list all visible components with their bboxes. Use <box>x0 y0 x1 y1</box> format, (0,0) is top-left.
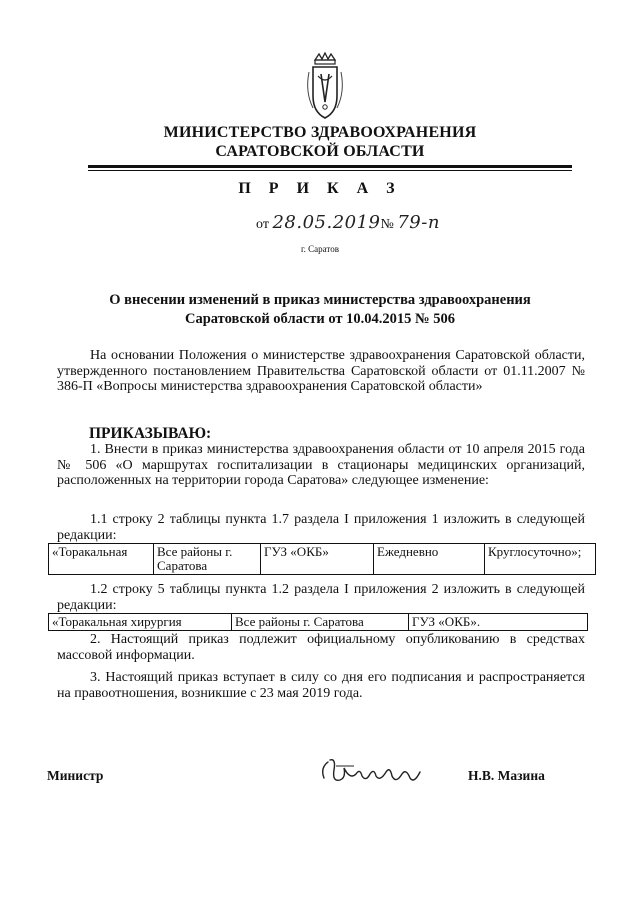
order-date-line <box>256 212 440 233</box>
number-sign: № <box>380 217 394 232</box>
table-cell: Круглосуточно»; <box>485 544 596 575</box>
handwritten-signature <box>316 754 436 790</box>
item-2-paragraph: 2. Настоящий приказ подлежит официальному опубликованию в средствах массовой информации. <box>57 632 585 663</box>
subject-line2: Саратовской области от 10.04.2015 № 506 <box>184 311 455 327</box>
table-row <box>49 614 588 631</box>
signer-position: Министр <box>47 768 104 783</box>
order-number: 79-п <box>397 212 440 233</box>
date-prefix: от <box>256 217 269 232</box>
table-cell: «Торакальная <box>49 544 154 575</box>
item-1-paragraph: 1. Внести в приказ министерства здравоохранения области от 10 апреля 2015 года № 506 «О маршрутах госпитализации в стационары медицинских организаций, расположенных на территории города Саратова» следующее изменение: <box>57 442 585 488</box>
ministry-name-line1: МИНИСТЕРСТВО ЗДРАВООХРАНЕНИЯ <box>163 124 477 141</box>
table-cell: Все районы г. Саратова <box>154 544 261 575</box>
subject-line1: О внесении изменений в приказ министерства здравоохранения <box>109 292 531 308</box>
prikazyvayu-heading: ПРИКАЗЫВАЮ: <box>89 425 212 442</box>
item-1-2-paragraph: 1.2 строку 5 таблицы пункта 1.2 раздела I приложения 2 изложить в следующей редакции: <box>57 582 585 613</box>
order-city: г. Саратов <box>301 244 339 254</box>
replacement-table-2 <box>48 613 588 631</box>
order-date: 28.05.2019 <box>272 212 381 233</box>
header-rule-thick <box>88 165 572 168</box>
table-cell: ГУЗ «ОКБ». <box>409 614 588 631</box>
table-cell: Ежедневно <box>374 544 485 575</box>
table-cell: «Торакальная хирургия <box>49 614 232 631</box>
table-row <box>49 544 596 575</box>
basis-paragraph: На основании Положения о министерстве здравоохранения Саратовской области, утвержденного постановлением Правительства Саратовской области от 01.11.2007 № 386-П «Вопросы министерства здравоохранения Саратовской области» <box>57 348 585 394</box>
item-3-paragraph: 3. Настоящий приказ вступает в силу со дня его подписания и распространяется на правоотношения, возникшие с 23 мая 2019 года. <box>57 670 585 701</box>
document-type: П Р И К А З <box>238 180 402 197</box>
table-cell: ГУЗ «ОКБ» <box>261 544 374 575</box>
item-1-1-paragraph: 1.1 строку 2 таблицы пункта 1.7 раздела I приложения 1 изложить в следующей редакции: <box>57 512 585 543</box>
order-subject <box>60 291 580 329</box>
ministry-name-line2: САРАТОВСКОЙ ОБЛАСТИ <box>215 143 425 160</box>
table-cell: Все районы г. Саратова <box>232 614 409 631</box>
signer-name: Н.В. Мазина <box>468 768 545 783</box>
saratov-coat-of-arms-icon <box>303 52 347 122</box>
header-rule-thin <box>88 170 572 171</box>
replacement-table-1 <box>48 543 596 575</box>
